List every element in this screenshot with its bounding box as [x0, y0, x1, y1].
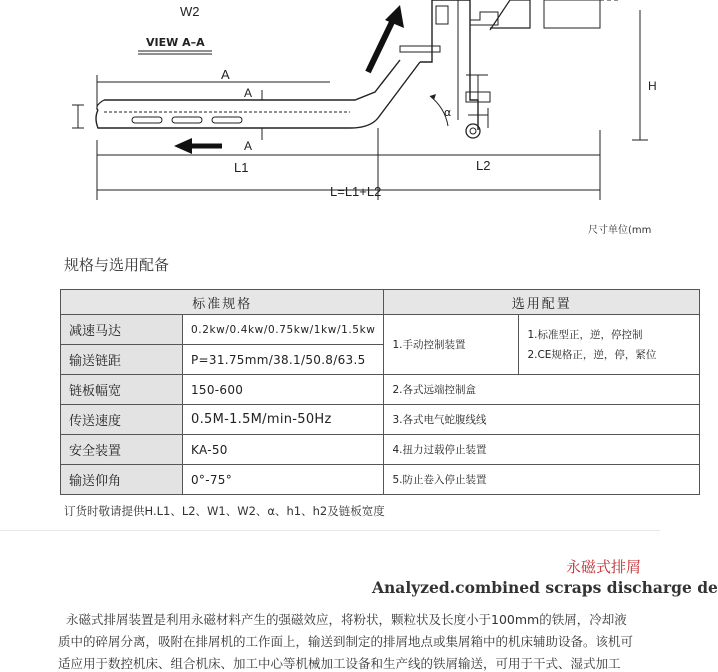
- product-paragraph-line: 永磁式排屑装置是利用永磁材料产生的强磁效应，将粉状，颗粒状及长度小于100mm的铁屑，冷却液: [66, 612, 627, 627]
- row-label: 输送仰角: [61, 465, 183, 495]
- row-value: 0.2kw/0.4kw/0.75kw/1kw/1.5kw: [183, 315, 384, 345]
- row-value: 0°-75°: [183, 465, 384, 495]
- product-cn-title: 永磁式排屑: [566, 558, 642, 576]
- header-optional-config: 选用配置: [384, 290, 700, 315]
- option-manual: 1.手动控制装置: [384, 315, 519, 375]
- table-row: [61, 405, 700, 435]
- row-value: KA-50: [183, 435, 384, 465]
- total-length-label: L=L1+L2: [330, 184, 382, 199]
- table-row: [61, 315, 700, 345]
- option-manual-sub2: 2.CE规格正，逆，停，紧位: [527, 348, 657, 361]
- product-paragraph-line: 适应用于数控机床、组合机床、加工中心等机械加工设备和生产线的铁屑输送，可用于干式、湿式加工: [58, 656, 621, 671]
- product-paragraph-line: 质中的碎屑分离，吸附在排屑机的工作面上，输送到制定的排屑地点或集屑箱中的机床辅助设备。该机可: [58, 634, 634, 649]
- row-label: 链板幅宽: [61, 375, 183, 405]
- table-header-row: [61, 290, 700, 315]
- option-cable: 3.各式电气蛇腹线线: [384, 405, 700, 435]
- view-label: VIEW A–A: [146, 36, 205, 49]
- row-label: 传送速度: [61, 405, 183, 435]
- l2-label: L2: [476, 158, 491, 173]
- row-value: 0.5M-1.5M/min-50Hz: [183, 405, 384, 435]
- conveyor-technical-drawing: [0, 0, 660, 240]
- option-antiroll: 5.防止卷入停止装置: [384, 465, 700, 495]
- section-title: 规格与选用配备: [64, 256, 170, 274]
- a-label-bottom: A: [244, 139, 253, 153]
- order-note: 订货时敬请提供H.L1、L2、W1、W2、α、h1、h2及链板宽度: [64, 504, 385, 518]
- spec-table: [60, 289, 700, 495]
- row-value: P=31.75mm/38.1/50.8/63.5: [183, 345, 384, 375]
- unit-note: 尺寸单位(mm: [588, 225, 652, 236]
- option-manual-sub1: 1.标准型正，逆，停控制: [527, 328, 643, 341]
- a-label-top: A: [221, 67, 230, 82]
- table-row: [61, 435, 700, 465]
- table-row: [61, 375, 700, 405]
- row-label: 输送链距: [61, 345, 183, 375]
- a-label-mid: A: [244, 86, 253, 100]
- table-row: [61, 465, 700, 495]
- row-label: 安全装置: [61, 435, 183, 465]
- product-en-title: Analyzed.combined scraps discharge de: [372, 578, 718, 597]
- option-torque: 4.扭力过载停止装置: [384, 435, 700, 465]
- row-value: 150-600: [183, 375, 384, 405]
- divider: [0, 530, 660, 531]
- alpha-label: α: [444, 106, 452, 119]
- h-label: H: [648, 79, 657, 93]
- header-standard-specs: 标准规格: [61, 290, 384, 315]
- option-remote: 2.各式远端控制盒: [384, 375, 700, 405]
- w2-label: W2: [180, 4, 200, 19]
- option-manual-sub: [519, 315, 700, 375]
- row-label: 减速马达: [61, 315, 183, 345]
- l1-label: L1: [234, 160, 249, 175]
